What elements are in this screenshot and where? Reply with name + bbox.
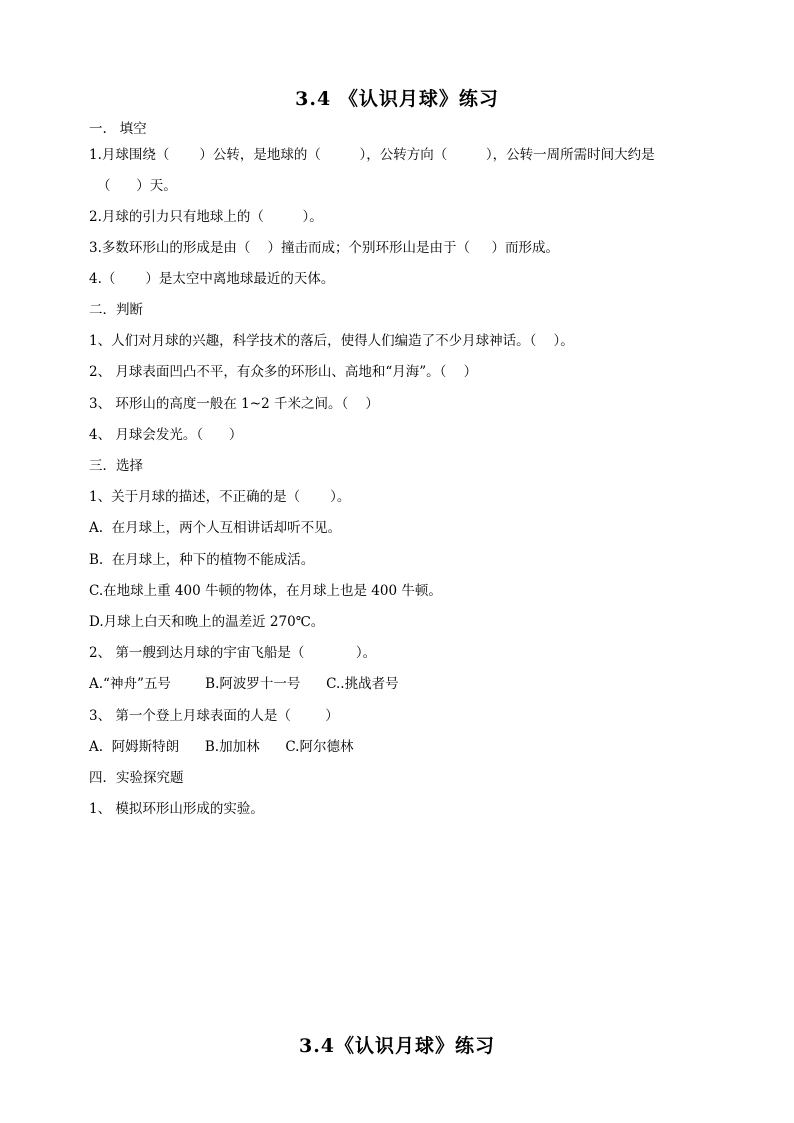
question-text: 3、 环形山的高度一般在 1~2 千米之间。（ ） [89, 396, 379, 412]
question-text: 1.月球围绕（ ）公转，是地球的（ ），公转方向（ ），公转一周所需时间大约是 [89, 147, 655, 163]
question-text: 2、 月球表面凹凸不平，有众多的环形山、高地和“月海”。（ ） [89, 364, 478, 380]
question-text: 3、 第一个登上月球表面的人是（ ） [89, 708, 339, 724]
question-text: 2.月球的引力只有地球上的（ ）。 [89, 209, 323, 225]
question-text: 3.多数环形山的形成是由（ ）撞击而成；个别环形山是由于（ ）而形成。 [89, 240, 560, 256]
question-text: （ ）天。 [97, 178, 177, 194]
question-text: 1、 模拟环形山形成的实验。 [89, 801, 264, 817]
section-heading-true-false: 二．判断 [89, 302, 143, 318]
answer-options-row: A.“神舟”五号 B.阿波罗十一号 C..挑战者号 [89, 676, 399, 692]
question-text: 2、 第一艘到达月球的宇宙飞船是（ ）。 [89, 645, 377, 661]
section-heading-fill-blank: 一. 填空 [89, 121, 147, 137]
answer-option: B. 在月球上，种下的植物不能成活。 [89, 552, 315, 568]
section-heading-experiment: 四．实验探究题 [89, 770, 184, 786]
question-text: 1、关于月球的描述，不正确的是（ ）。 [89, 489, 351, 505]
question-text: 4、 月球会发光。（ ） [89, 427, 243, 443]
answer-option: C.在地球上重 400 牛顿的物体，在月球上也是 400 牛顿。 [89, 583, 442, 599]
answer-option: D.月球上白天和晚上的温差近 270℃。 [89, 614, 325, 630]
question-text: 4.（ ）是太空中离地球最近的天体。 [89, 271, 335, 287]
question-text: 1、人们对月球的兴趣，科学技术的落后，使得人们编造了不少月球神话。（ ）。 [89, 333, 574, 349]
answer-options-row: A. 阿姆斯特朗 B.加加林 C.阿尔德林 [89, 739, 354, 755]
answer-option: A. 在月球上，两个人互相讲话却听不见。 [89, 520, 342, 536]
page-title-repeat: 3.4《认识月球》练习 [298, 1035, 496, 1057]
page-title: 3.4 《认识月球》练习 [295, 88, 499, 110]
section-heading-multiple-choice: 三．选择 [89, 458, 143, 474]
